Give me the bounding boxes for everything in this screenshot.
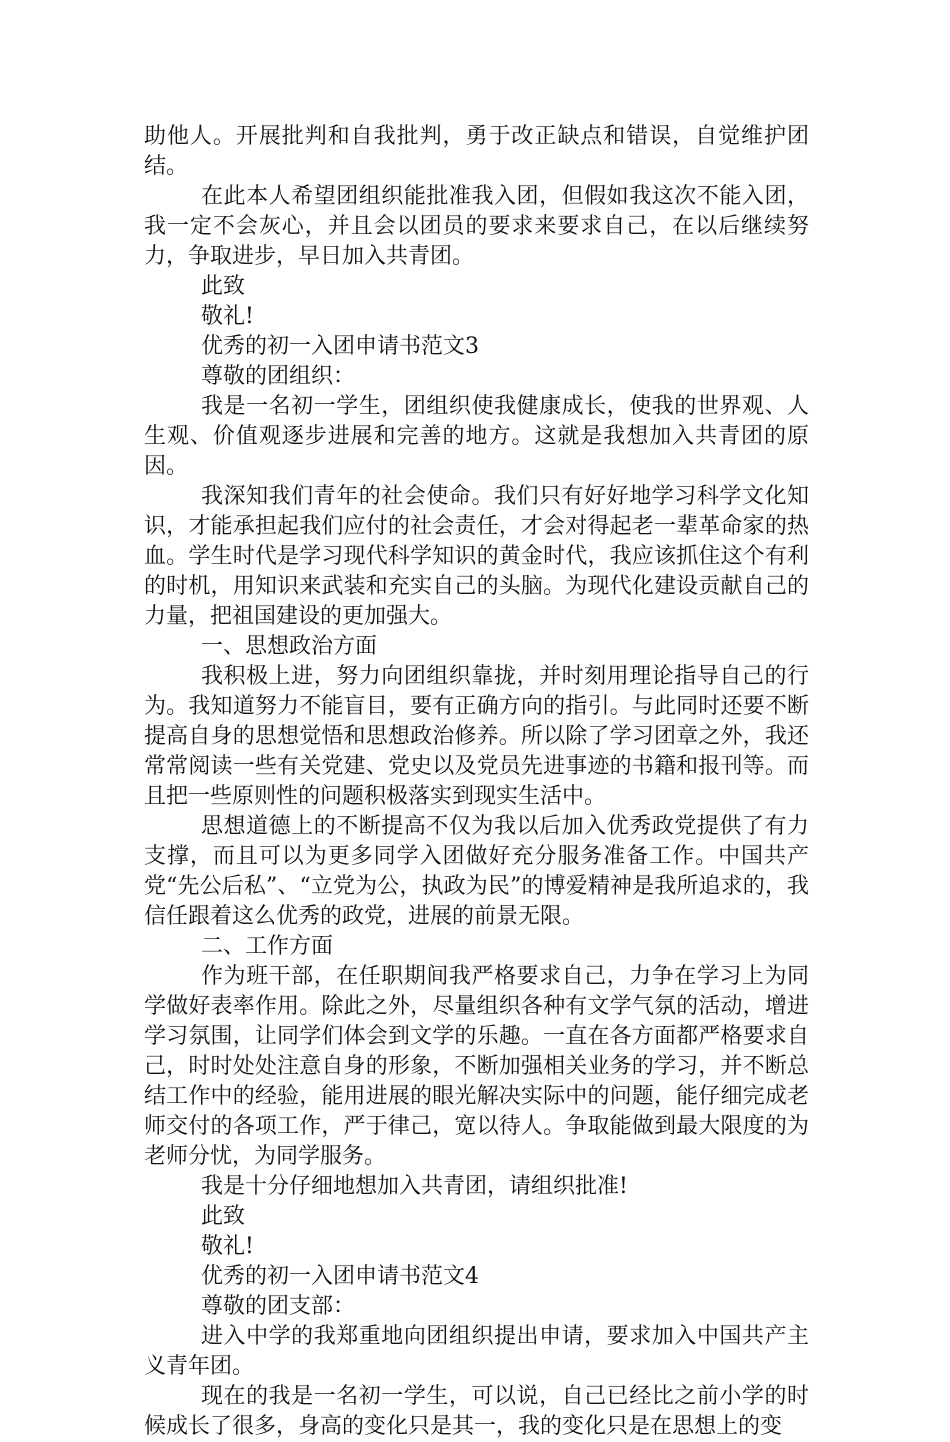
salutation: 尊敬的团支部： (201, 1294, 356, 1319)
paragraph: 我深知我们青年的社会使命。我们只有好好地学习科学文化知识，才能承担起我们应付的社会责任，才会对得起老一辈革命家的热血。学生时代是学习现代科学知识的黄金时代，我应该抓住这个有利的时机，用知识来武装和充实自己的头脑。为现代化建设贡献自己的力量，把祖国建设的更加强大。 (144, 484, 809, 629)
section-heading: 二、工作方面 (201, 934, 334, 959)
closing-line: 敬礼! (201, 304, 254, 329)
paragraph: 进入中学的我郑重地向团组织提出申请，要求加入中国共产主义青年团。 (144, 1324, 809, 1379)
salutation: 尊敬的团组织： (201, 364, 356, 389)
paragraph: 我是十分仔细地想加入共青团，请组织批准! (201, 1174, 628, 1199)
document-body (144, 122, 809, 1442)
paragraph: 我是一名初一学生，团组织使我健康成长，使我的世界观、人生观、价值观逐步进展和完善的地方。这就是我想加入共青团的原因。 (144, 394, 809, 479)
paragraph: 现在的我是一名初一学生，可以说，自己已经比之前小学的时候成长了很多，身高的变化只是其一，我的变化只是在思想上的变 (144, 1384, 809, 1439)
paragraph: 我积极上进，努力向团组织靠拢，并时刻用理论指导自己的行为。我知道努力不能盲目，要有正确方向的指引。与此同时还要不断提高自身的思想觉悟和思想政治修养。所以除了学习团章之外，我还常常阅读一些有关党建、党史以及党员先进事迹的书籍和报刊等。而且把一些原则性的问题积极落实到现实生活中。 (144, 664, 809, 809)
section-heading: 一、思想政治方面 (201, 634, 378, 659)
paragraph: 助他人。开展批判和自我批判，勇于改正缺点和错误，自觉维护团结。 (144, 124, 809, 179)
paragraph: 思想道德上的不断提高不仅为我以后加入优秀政党提供了有力支撑，而且可以为更多同学入团做好充分服务准备工作。中国共产党“先公后私”、“立党为公，执政为民”的博爱精神是我所追求的，我信任跟着这么优秀的政党，进展的前景无限。 (144, 814, 809, 929)
paragraph: 作为班干部，在任职期间我严格要求自己，力争在学习上为同学做好表率作用。除此之外，尽量组织各种有文学气氛的活动，增进学习氛围，让同学们体会到文学的乐趣。一直在各方面都严格要求自己，时时处处注意自身的形象，不断加强相关业务的学习，并不断总结工作中的经验，能用进展的眼光解决实际中的问题，能仔细完成老师交付的各项工作，严于律己，宽以待人。争取能做到最大限度的为老师分忧，为同学服务。 (144, 964, 809, 1169)
closing-line: 敬礼! (201, 1234, 254, 1259)
section-title: 优秀的初一入团申请书范文3 (201, 334, 479, 359)
section-title: 优秀的初一入团申请书范文4 (201, 1264, 479, 1289)
closing-line: 此致 (201, 1204, 246, 1229)
closing-line: 此致 (201, 274, 246, 299)
paragraph: 在此本人希望团组织能批准我入团，但假如我这次不能入团，我一定不会灰心，并且会以团员的要求来要求自己，在以后继续努力，争取进步，早日加入共青团。 (144, 184, 809, 269)
